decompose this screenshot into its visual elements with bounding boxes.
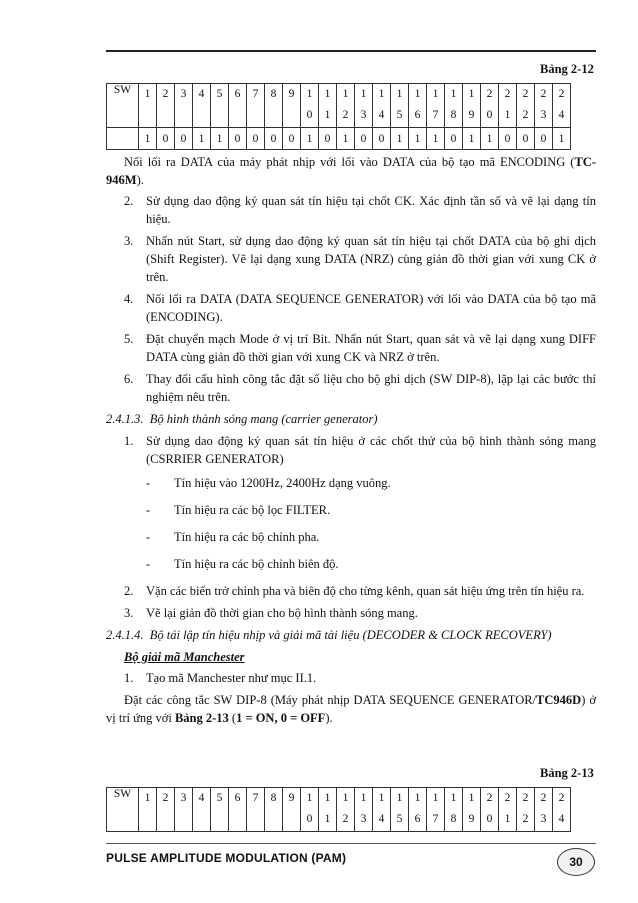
switch-number-cell (337, 788, 355, 832)
switch-number-digit: 1 (450, 88, 457, 100)
switch-number-cell (157, 788, 175, 832)
sw-empty-cell (107, 128, 139, 150)
switch-number-digit: 1 (360, 88, 367, 100)
switch-number-digit: 0 (486, 109, 493, 121)
switch-number-cell (301, 84, 319, 128)
switch-number-cell (481, 84, 499, 128)
switch-number-cell (301, 788, 319, 832)
switch-number-cell (463, 788, 481, 832)
switch-number-digit: 9 (468, 109, 475, 121)
switch-number-digit: 4 (558, 109, 565, 121)
switch-number-digit: 5 (216, 88, 223, 100)
switch-value-cell: 0 (373, 128, 391, 150)
table-label-2-12: Bảng 2-12 (540, 62, 594, 76)
switch-number-cell (553, 788, 571, 832)
switch-number-cell (409, 84, 427, 128)
switch-number-digit: 3 (540, 813, 547, 825)
switch-number-digit: 1 (324, 813, 331, 825)
subheading-manchester: Bộ giải mã Manchester (124, 650, 245, 664)
switch-number-digit: 2 (522, 88, 529, 100)
switch-value-cell: 0 (319, 128, 337, 150)
switch-value-cell: 0 (283, 128, 301, 150)
switch-number-cell (391, 788, 409, 832)
switch-number-cell (229, 788, 247, 832)
switch-number-digit: 3 (180, 792, 187, 804)
footer-rule (106, 843, 596, 844)
bullet-item: - Tín hiệu ra các bộ chỉnh biên độ. (146, 557, 339, 571)
switch-number-cell (427, 788, 445, 832)
switch-value-cell: 0 (355, 128, 373, 150)
top-rule (106, 50, 596, 52)
switch-value-cell: 1 (301, 128, 319, 150)
switch-number-digit: 2 (522, 109, 529, 121)
switch-number-cell (391, 84, 409, 128)
switch-number-cell (319, 788, 337, 832)
switch-number-digit: 9 (288, 792, 295, 804)
switch-number-digit: 2 (504, 792, 511, 804)
switch-number-digit: 2 (504, 88, 511, 100)
switch-number-cell (355, 84, 373, 128)
switch-number-digit: 0 (486, 813, 493, 825)
switch-number-digit: 1 (342, 792, 349, 804)
list-item: 2. Vặn các biến trở chỉnh pha và biên độ cho từng kênh, quan sát hiệu ứng trên tín hiệu ra. (124, 584, 585, 598)
switch-number-digit: 2 (342, 109, 349, 121)
switch-number-digit: 9 (288, 88, 295, 100)
body-content (106, 150, 596, 730)
switch-number-digit: 2 (522, 813, 529, 825)
switch-number-digit: 2 (540, 792, 547, 804)
switch-number-digit: 4 (198, 792, 205, 804)
switch-value-cell: 0 (175, 128, 193, 150)
switch-number-digit: 1 (414, 88, 421, 100)
switch-number-digit: 1 (504, 813, 511, 825)
switch-number-cell (247, 788, 265, 832)
switch-number-digit: 7 (432, 813, 439, 825)
switch-number-digit: 7 (252, 792, 259, 804)
switch-number-digit: 5 (216, 792, 223, 804)
switch-number-cell (445, 84, 463, 128)
switch-number-cell (499, 84, 517, 128)
switch-number-digit: 0 (306, 813, 313, 825)
switch-value-cell: 1 (211, 128, 229, 150)
switch-number-digit: 1 (378, 792, 385, 804)
paragraph-set-switches: Đặt các công tắc SW DIP-8 (Máy phát nhịp DATA SEQUENCE GENERATOR/TC946D) ở vị trí ứng với Bảng 2-13 (1 = ON, 0 = OFF). (106, 693, 596, 725)
switch-number-cell (499, 788, 517, 832)
switch-number-cell (373, 84, 391, 128)
switch-number-cell (283, 788, 301, 832)
switch-number-cell (175, 788, 193, 832)
switch-number-digit: 1 (360, 792, 367, 804)
switch-number-digit: 7 (432, 109, 439, 121)
list-item: 1. Tạo mã Manchester như mục II.1. (124, 671, 317, 685)
switch-value-cell: 1 (427, 128, 445, 150)
switch-value-cell: 1 (409, 128, 427, 150)
switch-number-cell (229, 84, 247, 128)
switch-number-digit: 1 (378, 88, 385, 100)
switch-number-digit: 1 (396, 792, 403, 804)
switch-number-cell (283, 84, 301, 128)
switch-number-digit: 5 (396, 109, 403, 121)
switch-number-digit: 7 (252, 88, 259, 100)
switch-number-digit: 2 (522, 792, 529, 804)
list-item: 4. Nối lối ra DATA (DATA SEQUENCE GENERATOR) với lối vào DATA của bộ tạo mã (ENCODING). (124, 292, 596, 324)
switch-number-cell (139, 788, 157, 832)
switch-number-digit: 1 (342, 88, 349, 100)
switch-value-cell: 1 (553, 128, 571, 150)
switch-number-digit: 1 (414, 792, 421, 804)
list-item: 1. Sử dụng dao động ký quan sát tín hiệu ở các chốt thử của bộ hình thành sóng mang (CSRRIER GENERATOR) (124, 434, 596, 466)
list-item: 5. Đặt chuyển mạch Mode ở vị trí Bit. Nhấn nút Start, quan sát và vẽ lại dạng xung DIFF DATA cùng giản đồ thời gian với xung CK và NRZ ở trên. (124, 332, 596, 364)
sw-header-cell: SW (107, 84, 139, 128)
switch-value-cell: 1 (463, 128, 481, 150)
switch-value-cell: 0 (517, 128, 535, 150)
page-number-badge: 30 (557, 848, 595, 876)
switch-number-digit: 4 (558, 813, 565, 825)
switch-number-digit: 2 (162, 792, 169, 804)
switch-number-digit: 6 (414, 813, 421, 825)
switch-number-digit: 1 (432, 792, 439, 804)
switch-number-digit: 3 (360, 813, 367, 825)
switch-number-digit: 1 (468, 88, 475, 100)
switch-number-cell (211, 84, 229, 128)
switch-value-cell: 0 (247, 128, 265, 150)
footer-title: PULSE AMPLITUDE MODULATION (PAM) (106, 851, 347, 865)
switch-number-digit: 2 (342, 813, 349, 825)
switch-number-cell (193, 84, 211, 128)
switch-value-cell: 0 (229, 128, 247, 150)
switch-number-digit: 6 (234, 792, 241, 804)
switch-number-digit: 6 (414, 109, 421, 121)
switch-number-digit: 0 (306, 109, 313, 121)
switch-number-digit: 8 (270, 792, 277, 804)
switch-number-digit: 1 (432, 88, 439, 100)
switch-number-digit: 1 (144, 792, 151, 804)
switch-number-digit: 2 (558, 792, 565, 804)
switch-value-cell: 1 (337, 128, 355, 150)
switch-number-digit: 5 (396, 813, 403, 825)
switch-number-digit: 1 (144, 88, 151, 100)
switch-value-cell: 0 (445, 128, 463, 150)
switch-number-digit: 4 (378, 813, 385, 825)
switch-table-2-13 (106, 787, 571, 832)
switch-number-cell (265, 84, 283, 128)
switch-number-cell (319, 84, 337, 128)
switch-number-digit: 1 (306, 88, 313, 100)
switch-number-cell (481, 788, 499, 832)
switch-number-digit: 8 (450, 109, 457, 121)
switch-value-cell: 1 (391, 128, 409, 150)
switch-number-cell (373, 788, 391, 832)
switch-number-cell (463, 84, 481, 128)
switch-table-2-12 (106, 83, 571, 150)
switch-number-digit: 2 (486, 88, 493, 100)
switch-number-digit: 1 (504, 109, 511, 121)
switch-number-digit: 8 (270, 88, 277, 100)
switch-number-digit: 1 (450, 792, 457, 804)
switch-value-cell: 1 (481, 128, 499, 150)
switch-value-cell: 0 (499, 128, 517, 150)
switch-number-digit: 6 (234, 88, 241, 100)
switch-value-cell: 1 (139, 128, 157, 150)
switch-number-cell (265, 788, 283, 832)
table-label-2-13: Bảng 2-13 (540, 766, 594, 780)
step-list-1 (106, 192, 596, 406)
section-heading-carrier: 2.4.1.3. Bộ hình thành sóng mang (carrier generator) (106, 412, 378, 426)
switch-number-digit: 1 (468, 792, 475, 804)
switch-number-digit: 9 (468, 813, 475, 825)
switch-number-cell (517, 788, 535, 832)
switch-number-digit: 1 (396, 88, 403, 100)
switch-number-cell (211, 788, 229, 832)
switch-number-cell (517, 84, 535, 128)
switch-number-cell (553, 84, 571, 128)
switch-number-cell (535, 788, 553, 832)
switch-number-cell (193, 788, 211, 832)
paragraph-connect-data: Nối lối ra DATA của máy phát nhịp với lối vào DATA của bộ tạo mã ENCODING (TC-946M). (106, 155, 596, 187)
switch-number-digit: 2 (162, 88, 169, 100)
switch-number-cell (139, 84, 157, 128)
switch-number-digit: 2 (486, 792, 493, 804)
switch-number-digit: 1 (306, 792, 313, 804)
list-item: 3. Vẽ lại giản đồ thời gian cho bộ hình thành sóng mang. (124, 606, 418, 620)
switch-number-digit: 1 (324, 109, 331, 121)
switch-number-digit: 4 (198, 88, 205, 100)
switch-number-cell (175, 84, 193, 128)
list-item: 2. Sử dụng dao động ký quan sát tín hiệu tại chốt CK. Xác định tần số và vẽ lại dạng tín hiệu. (124, 194, 596, 226)
switch-number-digit: 4 (378, 109, 385, 121)
switch-number-cell (427, 84, 445, 128)
bullet-item: - Tín hiệu vào 1200Hz, 2400Hz dạng vuông. (146, 476, 391, 490)
switch-value-cell: 0 (265, 128, 283, 150)
list-item: 6. Thay đổi cấu hình công tắc đặt số liệu cho bộ ghi dịch (SW DIP-8), lặp lại các bước thí nghiệm nêu trên. (124, 372, 596, 404)
switch-number-digit: 8 (450, 813, 457, 825)
switch-number-digit: 3 (540, 109, 547, 121)
switch-number-cell (157, 84, 175, 128)
switch-number-cell (247, 84, 265, 128)
switch-number-digit: 3 (180, 88, 187, 100)
switch-number-digit: 1 (324, 88, 331, 100)
switch-number-cell (535, 84, 553, 128)
sw-header-cell: SW (107, 788, 139, 832)
switch-value-cell: 0 (157, 128, 175, 150)
switch-number-cell (337, 84, 355, 128)
list-item: 3. Nhấn nút Start, sử dụng dao động ký quan sát tín hiệu tại chốt DATA của bộ ghi dịch (Shift Register). Vẽ lại dạng xung DATA (NRZ) cùng giản đồ thời gian với xung CK ở trên. (124, 234, 596, 284)
switch-number-cell (409, 788, 427, 832)
section-heading-decoder: 2.4.1.4. Bộ tái lập tín hiệu nhịp và giải mã tài liệu (DECODER & CLOCK RECOVERY) (106, 628, 552, 642)
switch-number-digit: 1 (324, 792, 331, 804)
switch-value-cell: 1 (193, 128, 211, 150)
switch-number-digit: 2 (558, 88, 565, 100)
switch-number-digit: 3 (360, 109, 367, 121)
switch-number-cell (445, 788, 463, 832)
bullet-item: - Tín hiệu ra các bộ lọc FILTER. (146, 503, 331, 517)
switch-number-cell (355, 788, 373, 832)
bullet-item: - Tín hiệu ra các bộ chỉnh pha. (146, 530, 320, 544)
switch-value-cell: 0 (535, 128, 553, 150)
switch-number-digit: 2 (540, 88, 547, 100)
